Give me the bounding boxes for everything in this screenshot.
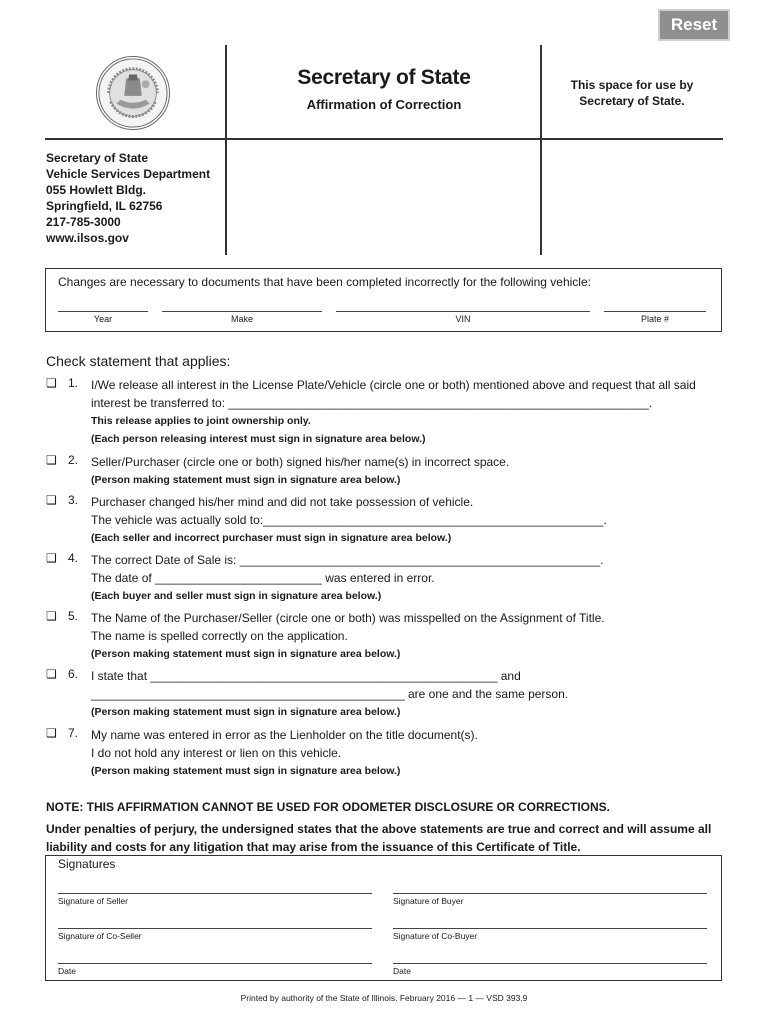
make-field[interactable]: [162, 311, 322, 312]
statement-4: [91, 551, 603, 605]
reset-button[interactable]: Reset: [658, 9, 730, 41]
statement-7-checkbox[interactable]: ❑: [46, 726, 57, 740]
buyer-signature-label: Signature of Buyer: [393, 896, 464, 906]
statement-3-number: 3.: [68, 493, 79, 507]
date-left-label: Date: [58, 966, 76, 976]
statement-1-checkbox[interactable]: ❑: [46, 376, 57, 390]
date-right-line[interactable]: [393, 963, 707, 964]
statement-3-line-1: Purchaser changed his/her mind and did not take possession of vehicle.: [91, 495, 474, 509]
statement-5-checkbox[interactable]: ❑: [46, 609, 57, 623]
statement-6-line-1[interactable]: I state that ____________________________________________________ and: [91, 669, 521, 683]
form-subtitle: Affirmation of Correction: [306, 97, 462, 112]
odometer-note: NOTE: THIS AFFIRMATION CANNOT BE USED FOR ODOMETER DISCLOSURE OR CORRECTIONS.: [46, 800, 610, 814]
header-divider-right: [540, 45, 542, 255]
statement-5: [91, 609, 605, 663]
page-title: Secretary of State: [297, 66, 471, 89]
check-statement-heading: Check statement that applies:: [46, 353, 231, 369]
plate-label: Plate #: [640, 314, 670, 324]
statement-3-line-2[interactable]: The vehicle was actually sold to:___________________________________________________.: [91, 513, 607, 527]
statement-5-line-1: The Name of the Purchaser/Seller (circle one or both) was misspelled on the Assignment of Title.: [91, 611, 605, 625]
statement-7-note-1: (Person making statement must sign in signature area below.): [91, 765, 401, 777]
statement-2-line-1: Seller/Purchaser (circle one or both) signed his/her name(s) in incorrect space.: [91, 455, 510, 469]
statement-3-checkbox[interactable]: ❑: [46, 493, 57, 507]
buyer-signature-line[interactable]: [393, 893, 707, 894]
vehicle-intro-text: Changes are necessary to documents that have been completed incorrectly for the following vehicle:: [58, 275, 591, 289]
statement-4-checkbox[interactable]: ❑: [46, 551, 57, 565]
statement-5-number: 5.: [68, 609, 79, 623]
statement-7-line-1: My name was entered in error as the Lienholder on the title document(s).: [91, 728, 478, 742]
address-line: Springfield, IL 62756: [46, 199, 163, 213]
seller-signature-label: Signature of Seller: [58, 896, 128, 906]
statement-1-note-2: (Each person releasing interest must sign in signature area below.): [91, 433, 426, 445]
statement-4-line-1[interactable]: The correct Date of Sale is: ______________________________________________________.: [91, 553, 604, 567]
header-divider-left: [225, 45, 227, 255]
statement-1-line-2[interactable]: interest be transferred to: _______________________________________________________________.: [91, 396, 653, 410]
cobuyer-signature-line[interactable]: [393, 928, 707, 929]
vin-label: VIN: [455, 314, 471, 324]
phone-number: 217-785-3000: [46, 215, 121, 229]
statement-6-checkbox[interactable]: ❑: [46, 667, 57, 681]
statement-4-note-1: (Each buyer and seller must sign in signature area below.): [91, 590, 382, 602]
statement-1-number: 1.: [68, 376, 79, 390]
office-use-note-line-1: This space for use by: [570, 78, 694, 92]
statement-6-line-2[interactable]: _______________________________________________ are one and the same person.: [91, 687, 569, 701]
statement-2-number: 2.: [68, 453, 79, 467]
year-label: Year: [93, 314, 113, 324]
footer-text: Printed by authority of the State of Illinois. February 2016 — 1 — VSD 393.9: [240, 993, 528, 1003]
signatures-heading: Signatures: [58, 857, 116, 871]
coseller-signature-line[interactable]: [58, 928, 372, 929]
perjury-statement: Under penalties of perjury, the undersigned states that the above statements are true and correct and will assume all liability and costs for any litigation that may arise from the issuance of this Certificate of Title.: [46, 822, 712, 854]
statement-7-line-2: I do not hold any interest or lien on this vehicle.: [91, 746, 342, 760]
statement-2-checkbox[interactable]: ❑: [46, 453, 57, 467]
statement-6-number: 6.: [68, 667, 79, 681]
year-field[interactable]: [58, 311, 148, 312]
seller-signature-line[interactable]: [58, 893, 372, 894]
address-line: 055 Howlett Bldg.: [46, 183, 147, 197]
statement-4-number: 4.: [68, 551, 79, 565]
make-label: Make: [230, 314, 253, 324]
header-divider-horizontal: [45, 138, 723, 140]
statement-6: [91, 667, 568, 721]
statement-5-note-1: (Person making statement must sign in signature area below.): [91, 648, 401, 660]
statement-1: [91, 376, 696, 448]
state-seal-icon: [96, 56, 170, 130]
statement-1-line-1: I/We release all interest in the License Plate/Vehicle (circle one or both) mentioned above and request that all said: [91, 378, 696, 392]
statement-1-note-1: This release applies to joint ownership only.: [91, 415, 311, 427]
statement-6-note-1: (Person making statement must sign in signature area below.): [91, 706, 401, 718]
statement-7-number: 7.: [68, 726, 79, 740]
statement-3-note-1: (Each seller and incorrect purchaser must sign in signature area below.): [91, 532, 452, 544]
plate-field[interactable]: [604, 311, 706, 312]
date-right-label: Date: [393, 966, 411, 976]
address-line: Secretary of State: [46, 151, 149, 165]
cobuyer-signature-label: Signature of Co-Buyer: [393, 931, 478, 941]
department-address: [46, 150, 210, 246]
date-left-line[interactable]: [58, 963, 372, 964]
statement-4-line-2[interactable]: The date of _________________________ was entered in error.: [91, 571, 435, 585]
statement-7: [91, 726, 478, 780]
vin-field[interactable]: [336, 311, 590, 312]
statement-2: [91, 453, 509, 489]
office-use-note-line-2: Secretary of State.: [579, 94, 685, 108]
coseller-signature-label: Signature of Co-Seller: [58, 931, 142, 941]
statement-5-line-2: The name is spelled correctly on the application.: [91, 629, 348, 643]
office-use-note: [560, 77, 704, 109]
website-url: www.ilsos.gov: [46, 231, 129, 245]
statement-3: [91, 493, 607, 547]
address-line: Vehicle Services Department: [46, 167, 211, 181]
statement-2-note-1: (Person making statement must sign in signature area below.): [91, 474, 401, 486]
